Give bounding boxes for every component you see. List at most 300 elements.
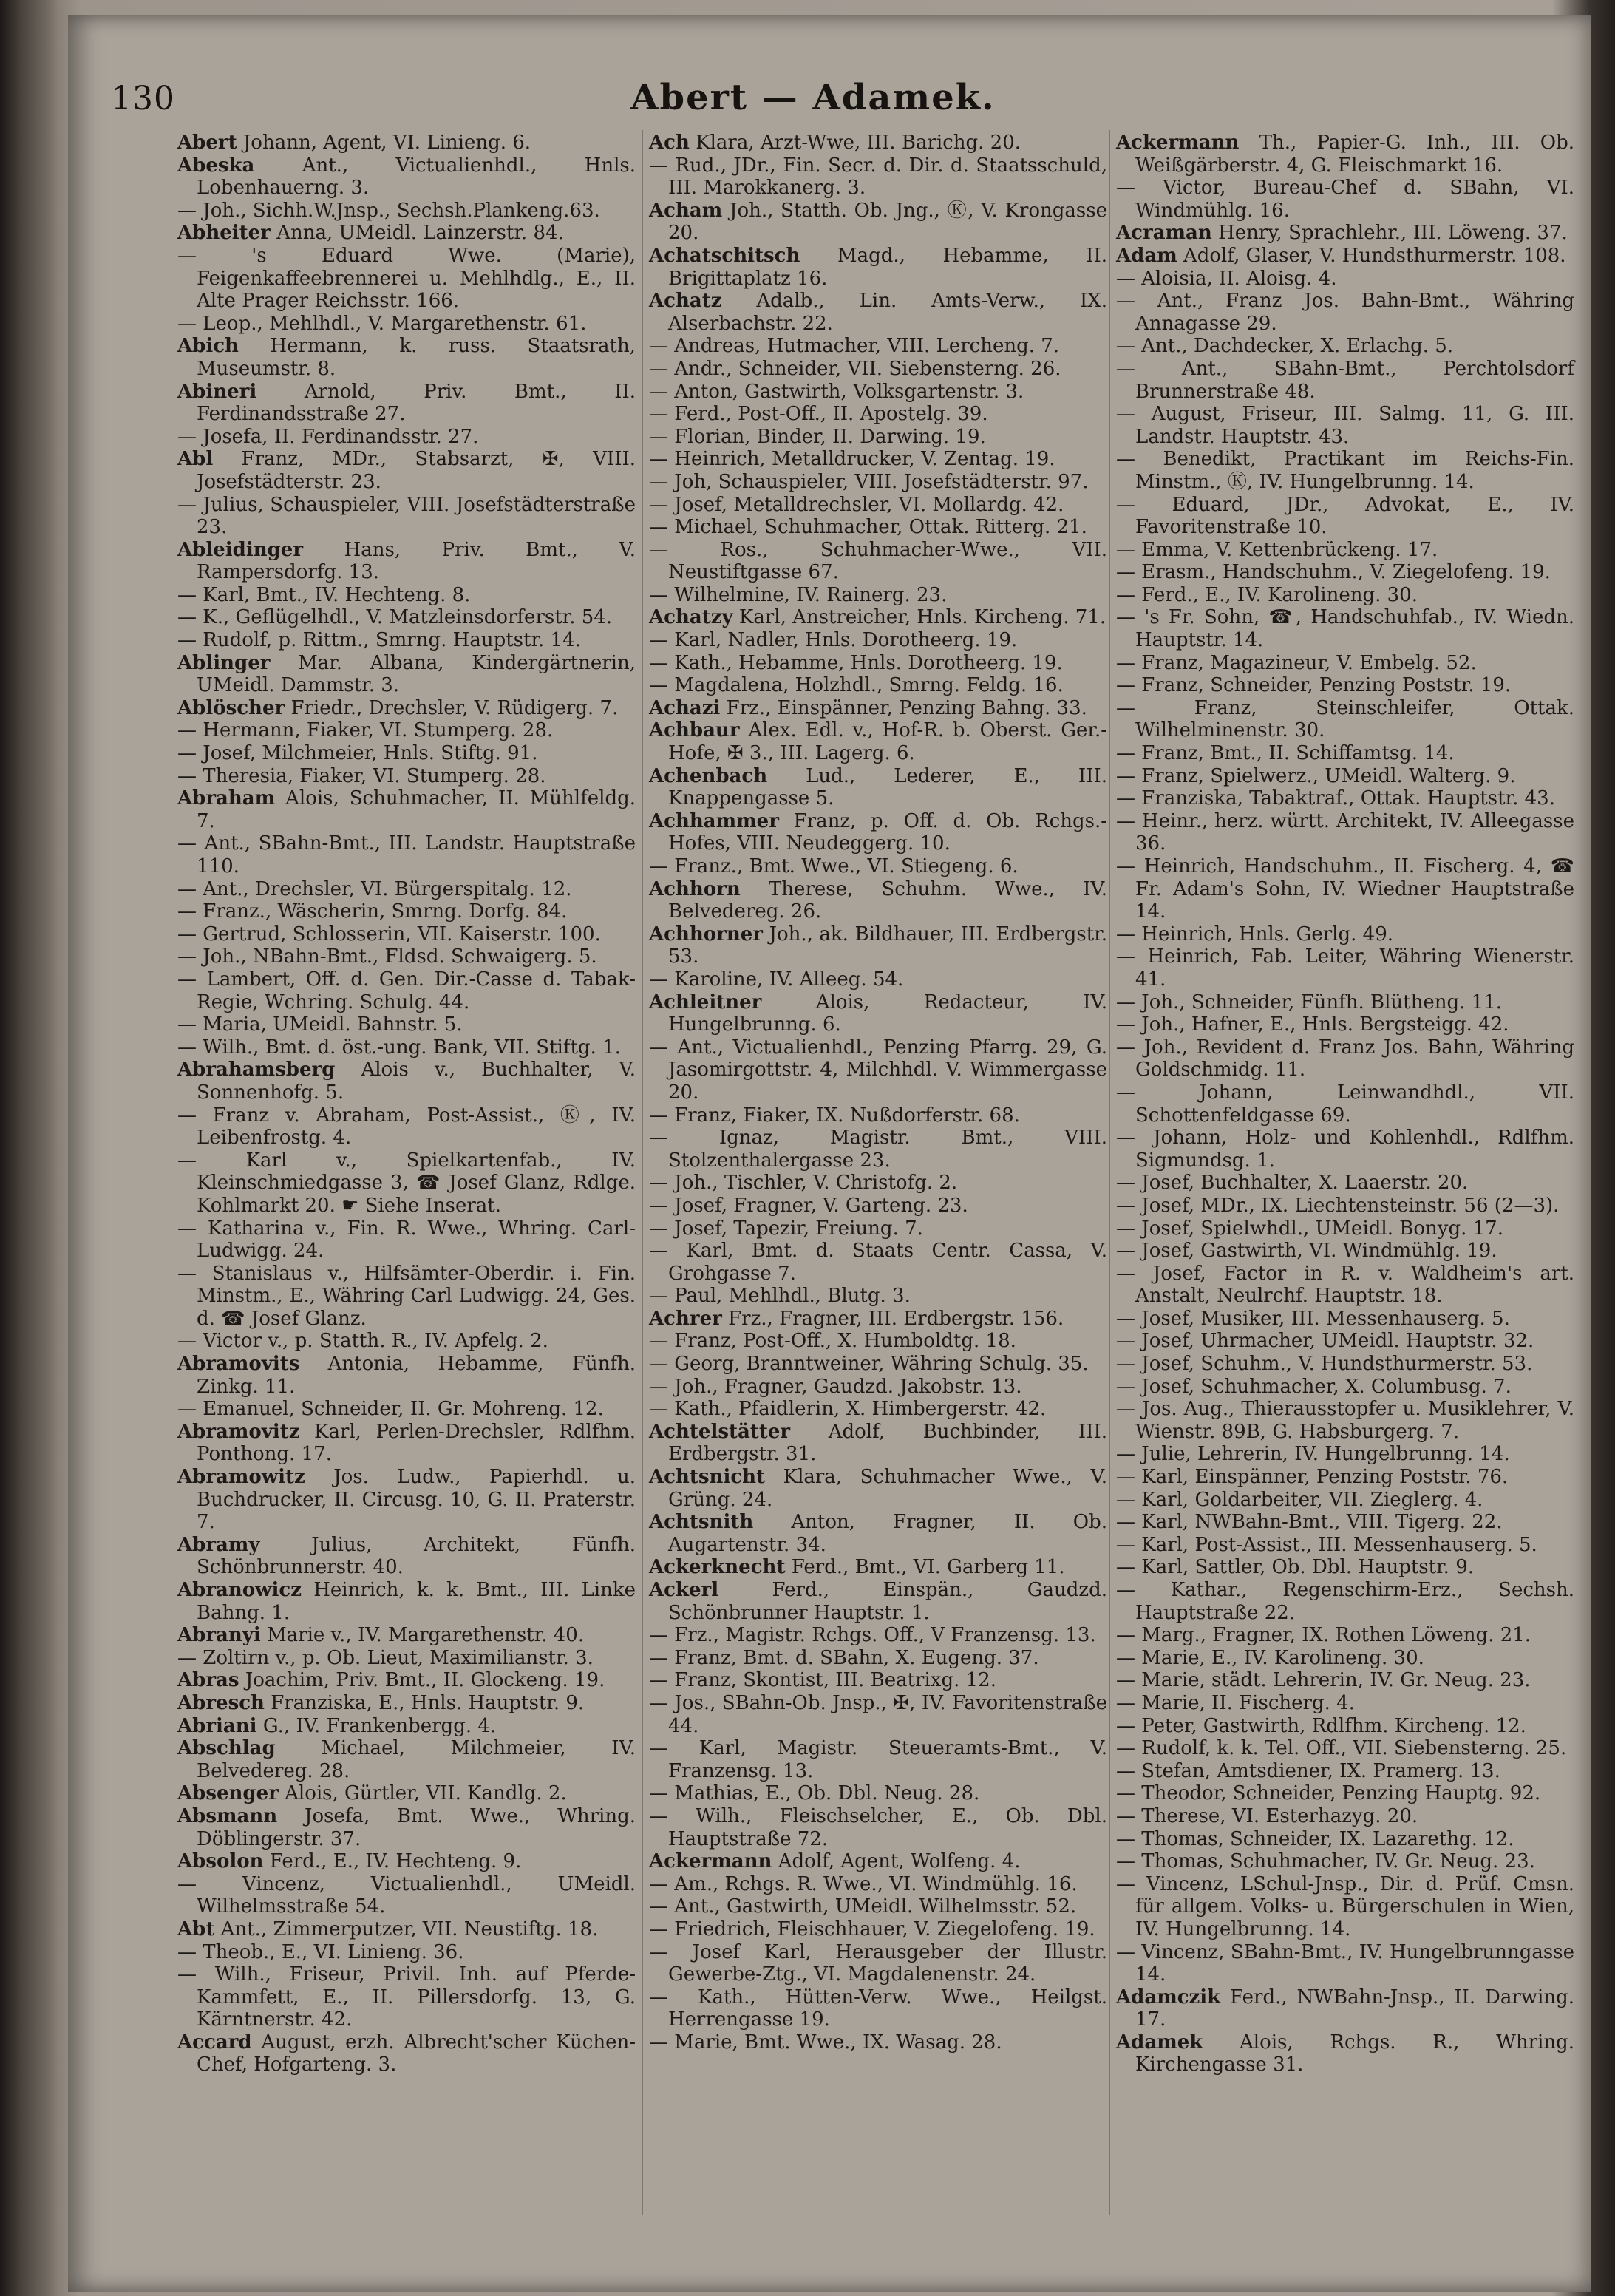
entry-detail: — Josefa, II. Ferdinandsstr. 27. [177,425,479,448]
entry-detail: Julius, Architekt, Fünfh. Schönbrunnerstr. 40. [197,1533,636,1579]
directory-entry [1116,1760,1574,1783]
entry-detail: — Eduard, JDr., Advokat, E., IV. Favoritenstraße 10. [1116,493,1574,539]
entry-detail: — Vincenz, SBahn-Bmt., IV. Hungelbrunngasse 14. [1116,1940,1574,1986]
entry-detail: — Theob., E., VI. Linieng. 36. [177,1940,464,1963]
entry-detail: Ant., Zimmerputzer, VII. Neustiftg. 18. [220,1918,599,1940]
directory-entry [1116,1013,1574,1036]
entry-detail: — Rudolf, p. Rittm., Smrng. Hauptstr. 14. [177,629,581,652]
entry-detail: — Ant., Franz Jos. Bahn-Bmt., Währing Annagasse 29. [1116,290,1574,335]
entry-surname: Abramowitz [177,1466,305,1489]
directory-entry [1116,991,1574,1014]
directory-entry [649,1104,1107,1127]
entry-detail: — Heinrich, Hnls. Gerlg. 49. [1116,923,1393,945]
entry-detail: — Josef, Uhrmacher, UMeidl. Hauptstr. 32. [1116,1330,1534,1353]
directory-entry [649,1285,1107,1308]
directory-entry [649,1127,1107,1172]
entry-detail: Hans, Priv. Bmt., V. Rampersdorfg. 13. [197,538,636,584]
directory-entry [1116,742,1574,765]
directory-entry [649,878,1107,923]
directory-entry [177,787,636,832]
entry-detail: — Wilhelmine, IV. Rainerg. 23. [649,583,948,606]
directory-entry [649,1895,1107,1918]
entry-detail: — Thomas, Schuhmacher, IV. Gr. Neug. 23. [1116,1850,1535,1873]
entry-detail: Th., Papier-G. Inh., III. Ob. Weißgärberstr. 4, G. Fleischmarkt 16. [1135,132,1574,177]
directory-entry [649,539,1107,584]
directory-entry [649,810,1107,855]
directory-entry [649,358,1107,381]
entry-surname: Achenbach [649,764,768,787]
entry-surname: Abschlag [177,1737,276,1760]
directory-entry [177,154,636,200]
directory-entry [177,1579,636,1624]
directory-entry [177,132,636,154]
entry-detail: Klara, Arzt-Wwe, III. Barichg. 20. [696,132,1021,154]
directory-entry [649,674,1107,697]
entry-detail: Klara, Schuhmacher Wwe., V. Grüng. 24. [668,1466,1107,1511]
entry-detail: Anton, Fragner, II. Ob. Augartenstr. 34. [668,1511,1107,1556]
entry-detail: — Karl, Bmt., IV. Hechteng. 8. [177,583,471,606]
entry-detail: — Heinrich, Handschuhm., II. Fischerg. 4, ☎ Fr. Adam's Sohn, IV. Wiedner Hauptstraße 14. [1116,855,1574,923]
entry-detail: Hermann, k. russ. Staatsrath, Museumstr. 8. [197,335,636,380]
entry-surname: Abheiter [177,222,271,245]
directory-entry [177,1941,636,1964]
directory-entry [649,1036,1107,1104]
directory-entry [649,1737,1107,1782]
directory-entry [177,584,636,607]
entry-detail: — Karl, Sattler, Ob. Dbl. Hauptstr. 9. [1116,1556,1475,1579]
entry-surname: Achrer [649,1307,722,1330]
directory-entry [1116,1217,1574,1240]
entry-detail: — Julie, Lehrerin, IV. Hungelbrunng. 14. [1116,1443,1510,1466]
directory-entry [649,1466,1107,1511]
entry-detail: Alois, Redacteur, IV. Hungelbrunng. 6. [668,991,1107,1036]
entry-surname: Ablinger [177,651,271,674]
entry-detail: — Theodor, Schneider, Penzing Hauptg. 92. [1116,1782,1541,1805]
entry-detail: — Jos., SBahn-Ob. Jnsp., ✠, IV. Favoritenstraße 44. [649,1691,1107,1737]
entry-detail: Johann, Agent, VI. Linieng. 6. [242,132,531,154]
entry-surname: Achhammer [649,809,779,832]
entry-detail: Frz., Einspänner, Penzing Bahng. 33. [726,696,1087,719]
entry-surname: Achtsnith [649,1511,754,1534]
entry-surname: Adamczik [1116,1986,1221,2008]
entry-detail: — Katharina v., Fin. R. Wwe., Whring. Carl-Ludwigg. 24. [177,1217,636,1263]
directory-entry [649,606,1107,629]
directory-entry [649,1579,1107,1624]
entry-surname: Abramovits [177,1353,300,1376]
entry-detail: Joh., Statth. Ob. Jng., Ⓚ, V. Krongasse 20. [668,199,1108,245]
entry-detail: Jos. Ludw., Papierhdl. u. Buchdrucker, II. Circusg. 10, G. II. Praterstr. 7. [197,1466,636,1534]
entry-surname: Ackermann [1116,132,1240,154]
entry-detail: — Franz, Bmt., II. Schiffamtsg. 14. [1116,742,1455,765]
entry-detail: Michael, Milchmeier, IV. Belvedereg. 28. [197,1737,636,1782]
directory-entry [177,539,636,584]
entry-detail: — Johann, Leinwandhdl., VII. Schottenfeldgasse 69. [1116,1081,1574,1127]
entry-detail: G., IV. Frankenbergg. 4. [262,1714,497,1737]
directory-entry [1116,494,1574,539]
directory-entry [177,900,636,923]
directory-entry [1116,1669,1574,1692]
entry-surname: Abriani [177,1714,257,1737]
directory-entry [1116,1850,1574,1873]
entry-detail: — Heinr., herz. württ. Architekt, IV. Alleegasse 36. [1116,809,1574,855]
directory-entry [1116,1308,1574,1331]
directory-entry [1116,945,1574,991]
entry-surname: Abranyi [177,1624,261,1647]
directory-entry [177,426,636,449]
directory-entry [649,448,1107,471]
directory-entry [649,290,1107,335]
directory-entry [1116,1941,1574,1986]
directory-entry [177,2031,636,2076]
page-number: 130 [111,80,175,118]
entry-detail: — Magdalena, Holzhdl., Smrng. Feldg. 16. [649,674,1064,697]
entry-detail: — Vincenz, LSchul-Jnsp., Dir. d. Prüf. Cmsn. für allgem. Volks- u. Bürgerschulen in Wien, IV. Hungelbrunng. 14. [1116,1872,1574,1940]
directory-entry [177,1421,636,1466]
directory-entry [649,991,1107,1036]
directory-entry [649,200,1107,245]
entry-detail: — Ferd., E., IV. Karolineng. 30. [1116,583,1418,606]
directory-entry [177,1715,636,1738]
entry-detail: — Erasm., Handschuhm., V. Ziegelofeng. 19. [1116,561,1551,584]
directory-entry [649,335,1107,358]
directory-column-1 [177,132,636,2076]
entry-surname: Acham [649,199,723,222]
directory-entry [177,222,636,245]
directory-entry [649,1353,1107,1376]
entry-detail: — Florian, Binder, II. Darwing. 19. [649,425,986,448]
directory-entry [1116,1534,1574,1557]
entry-surname: Abranowicz [177,1579,302,1601]
directory-entry [177,1217,636,1263]
entry-detail: Franz, p. Off. d. Ob. Rchgs.-Hofes, VIII. Neudeggerg. 10. [668,809,1107,855]
entry-detail: — Karl, Goldarbeiter, VII. Zieglerg. 4. [1116,1488,1483,1511]
directory-entry [1116,1443,1574,1466]
directory-entry [177,878,636,901]
directory-column-2 [649,132,1107,2054]
entry-detail: — Ros., Schuhmacher-Wwe., VII. Neustiftgasse 67. [649,538,1107,584]
directory-entry [1116,923,1574,946]
directory-entry [177,1353,636,1398]
entry-detail: — Karl, NWBahn-Bmt., VIII. Tigerg. 22. [1116,1511,1503,1534]
directory-entry [649,1624,1107,1647]
entry-detail: — Michael, Schuhmacher, Ottak. Ritterg. 21. [649,516,1087,539]
entry-surname: Achazi [649,696,721,719]
directory-entry [177,1850,636,1873]
entry-surname: Abich [177,335,239,358]
entry-detail: — Marg., Fragner, IX. Rothen Löweng. 21. [1116,1624,1531,1647]
entry-detail: — Karl, Bmt. d. Staats Centr. Cassa, V. Grohgasse 7. [649,1240,1107,1285]
entry-detail: — Ant., SBahn-Bmt., Perchtolsdorf Brunnerstraße 48. [1116,357,1574,403]
directory-entry [1116,1398,1574,1443]
entry-surname: Ableidinger [177,538,304,561]
directory-entry [1116,1036,1574,1081]
entry-surname: Absolon [177,1850,264,1873]
directory-entry [1116,1511,1574,1534]
directory-entry [1116,1353,1574,1376]
entry-detail: Ant., Victualienhdl., Hnls. Lobenhauerng. 3. [197,154,636,200]
entry-detail: — Ant., Drechsler, VI. Bürgerspitalg. 12. [177,877,572,900]
directory-entry [177,245,636,313]
entry-detail: — Rud., JDr., Fin. Secr. d. Dir. d. Staatsschuld, III. Marokkanerg. 3. [649,154,1107,200]
directory-entry [1116,1828,1574,1851]
directory-entry [1116,177,1574,222]
entry-detail: — Karoline, IV. Alleeg. 54. [649,968,904,991]
directory-entry [649,652,1107,675]
directory-entry [1116,697,1574,742]
entry-surname: Ach [649,132,690,154]
entry-detail: — Ant., Gastwirth, UMeidl. Wilhelmsstr. 52. [649,1895,1077,1918]
entry-detail: — Frz., Magistr. Rchgs. Off., V Franzensg. 13. [649,1624,1096,1647]
directory-entry [1116,1873,1574,1941]
directory-entry [649,1986,1107,2031]
entry-detail: — Peter, Gastwirth, Rdlfhm. Kircheng. 12. [1116,1714,1526,1737]
entry-detail: Heinrich, k. k. Bmt., III. Linke Bahng. 1. [197,1579,636,1624]
directory-entry [177,1036,636,1059]
entry-detail: — Joh., Fragner, Gaudzd. Jakobstr. 13. [649,1375,1022,1398]
entry-surname: Achhorn [649,877,741,900]
entry-detail: Henry, Sprachlehr., III. Löweng. 37. [1218,222,1568,245]
directory-entry [649,923,1107,968]
entry-detail: Alois, Gürtler, VII. Kandlg. 2. [285,1782,567,1805]
entry-detail: — Franz, Post-Off., X. Humboldtg. 18. [649,1330,1016,1353]
entry-detail: — Anton, Gastwirth, Volksgartenstr. 3. [649,380,1024,403]
entry-detail: — Franziska, Tabaktraf., Ottak. Hauptstr. 43. [1116,787,1555,810]
directory-entry [177,629,636,652]
directory-entry [649,403,1107,426]
directory-entry [1116,358,1574,403]
directory-entry [649,1692,1107,1737]
directory-entry [1116,1376,1574,1399]
directory-entry [177,1918,636,1941]
entry-detail: — Joh., Sichh.W.Jnsp., Sechsh.Plankeng.63. [177,199,600,222]
entry-surname: Achtsnicht [649,1466,766,1489]
entry-detail: Franziska, E., Hnls. Hauptstr. 9. [271,1691,585,1714]
entry-surname: Achleitner [649,991,762,1013]
entry-detail: — Johann, Holz- und Kohlenhdl., Rdlfhm. Sigmundsg. 1. [1116,1127,1574,1172]
entry-detail: — Zoltirn v., p. Ob. Lieut, Maximilianstr. 3. [177,1646,594,1669]
directory-entry [649,1398,1107,1421]
entry-detail: — Kath., Hebamme, Hnls. Dorotheerg. 19. [649,651,1063,674]
directory-entry [177,1466,636,1534]
directory-entry [1116,1986,1574,2031]
entry-surname: Acraman [1116,222,1212,245]
directory-entry [649,629,1107,652]
directory-entry [1116,1489,1574,1512]
entry-detail: Alex. Edl. v., Hof-R. b. Oberst. Ger.-Hofe, ✠ 3., III. Lagerg. 6. [668,719,1108,765]
directory-entry [1116,1579,1574,1624]
directory-entry [1116,1466,1574,1489]
entry-detail: Adolf, Glaser, V. Hundsthurmerstr. 108. [1183,244,1566,267]
entry-detail: — Karl, Magistr. Steueramts-Bmt., V. Franzensg. 13. [649,1737,1107,1782]
directory-entry [177,1263,636,1331]
entry-detail: — Franz v. Abraham, Post-Assist., Ⓚ, IV. Leibenfrostg. 4. [177,1104,636,1149]
directory-entry [649,132,1107,154]
entry-detail: — Josef, Buchhalter, X. Laaerstr. 20. [1116,1172,1469,1195]
entry-detail: — Joh, Schauspieler, VIII. Josefstädterstr. 97. [649,470,1089,493]
entry-detail: — Maria, UMeidl. Bahnstr. 5. [177,1013,463,1036]
entry-detail: — Franz, Steinschleifer, Ottak. Wilhelminenstr. 30. [1116,696,1574,742]
directory-entry [649,426,1107,449]
entry-detail: — August, Friseur, III. Salmg. 11, G. III. Landstr. Hauptstr. 43. [1116,403,1574,448]
directory-entry [649,719,1107,764]
directory-entry [1116,1715,1574,1738]
entry-detail: Karl, Anstreicher, Hnls. Kircheng. 71. [738,606,1106,629]
directory-entry [177,381,636,426]
page-header [111,74,1515,133]
entry-detail: — Josef, Tapezir, Freiung. 7. [649,1217,923,1240]
directory-entry [1116,2031,1574,2076]
entry-detail: Alois, Rchgs. R., Whring. Kirchengasse 31. [1135,2031,1574,2076]
entry-detail: — Stanislaus v., Hilfsämter-Oberdir. i. Fin. Minstm., E., Währing Carl Ludwigg. 24, Ges. d. ☎ Josef Glanz. [177,1262,636,1330]
entry-detail: — Franz, Skontist, III. Beatrixg. 12. [649,1669,996,1692]
directory-entry [177,945,636,968]
directory-entry [649,1556,1107,1579]
directory-entry [1116,245,1574,268]
entry-detail: — Joh., Tischler, V. Christofg. 2. [649,1172,958,1195]
directory-entry [649,381,1107,404]
entry-detail: Mar. Albana, Kindergärtnerin, UMeidl. Dammstr. 3. [197,651,636,697]
entry-surname: Achatz [649,290,722,313]
entry-detail: — Vincenz, Victualienhdl., UMeidl. Wilhelmsstraße 54. [177,1872,636,1918]
entry-detail: — Marie, II. Fischerg. 4. [1116,1691,1355,1714]
directory-entry [1116,1330,1574,1353]
entry-detail: — Wilh., Bmt. d. öst.-ung. Bank, VII. Stiftg. 1. [177,1036,621,1059]
entry-detail: — Josef, Factor in R. v. Waldheim's art. Anstalt, Neulrchf. Hauptstr. 18. [1116,1262,1574,1308]
entry-detail: — Franz., Wäscherin, Smrng. Dorfg. 84. [177,900,568,923]
directory-entry [1116,561,1574,584]
entry-detail: Magd., Hebamme, II. Brigittaplatz 16. [668,244,1107,290]
directory-entry [177,719,636,742]
entry-detail: — 's Eduard Wwe. (Marie), Feigenkaffeebrennerei u. Mehlhdlg., E., II. Alte Prager Reichsstr. 166. [177,244,636,313]
entry-detail: — Franz, Spielwerz., UMeidl. Walterg. 9. [1116,764,1516,787]
directory-entry [1116,674,1574,697]
directory-entry [1116,1805,1574,1828]
directory-entry [1116,1081,1574,1127]
entry-detail: — Franz., Bmt. Wwe., VI. Stiegeng. 6. [649,855,1019,877]
entry-surname: Ablöscher [177,696,285,719]
directory-entry [1116,290,1574,335]
directory-entry [1116,1737,1574,1760]
entry-surname: Abineri [177,380,257,403]
entry-detail: — K., Geflügelhdl., V. Matzleinsdorferstr. 54. [177,606,613,629]
directory-entry [1116,1692,1574,1715]
entry-detail: — Wilh., Fleischselcher, E., Ob. Dbl. Hauptstraße 72. [649,1804,1107,1850]
entry-detail: — Josef Karl, Herausgeber der Illustr. Gewerbe-Ztg., VI. Magdalenenstr. 24. [649,1940,1107,1986]
entry-detail: — Stefan, Amtsdiener, IX. Pramerg. 13. [1116,1759,1500,1782]
entry-detail: — Kath., Hütten-Verw. Wwe., Heilgst. Herrengasse 19. [649,1986,1107,2031]
entry-detail: — Franz, Schneider, Penzing Poststr. 19. [1116,674,1512,697]
directory-entry [177,1873,636,1918]
entry-detail: — Franz, Magazineur, V. Embelg. 52. [1116,651,1477,674]
entry-detail: Friedr., Drechsler, V. Rüdigerg. 7. [290,696,619,719]
entry-detail: — Joh., Revident d. Franz Jos. Bahn, Währing Goldschmidg. 11. [1116,1036,1574,1081]
directory-entry [649,1240,1107,1285]
entry-surname: Abt [177,1918,215,1940]
directory-entry [649,245,1107,290]
entry-surname: Abraham [177,787,276,810]
entry-detail: — Gertrud, Schlosserin, VII. Kaiserstr. 100. [177,923,601,945]
entry-detail: Ferd., Bmt., VI. Garberg 11. [791,1556,1065,1579]
entry-detail: — Karl, Nadler, Hnls. Dorotheerg. 19. [649,629,1018,652]
entry-detail: — Karl, Einspänner, Penzing Poststr. 76. [1116,1466,1509,1489]
directory-entry [177,1782,636,1805]
directory-entry [649,1941,1107,1986]
entry-detail: Therese, Schuhm. Wwe., IV. Belvedereg. 26. [668,877,1108,923]
entry-detail: — Friedrich, Fleischhauer, V. Ziegelofeng. 19. [649,1918,1095,1940]
directory-entry [649,1647,1107,1670]
entry-surname: Achatzy [649,606,733,629]
column-divider [1109,130,1110,2215]
entry-detail: Frz., Fragner, III. Erdbergstr. 156. [728,1307,1064,1330]
entry-detail: Alois v., Buchhalter, V. Sonnenhofg. 5. [197,1059,636,1104]
entry-detail: — Joh., Schneider, Fünfh. Blütheng. 11. [1116,991,1503,1013]
entry-detail: — Karl, Post-Assist., III. Messenhauserg. 5. [1116,1533,1537,1556]
entry-detail: — Josef, Schuhmacher, X. Columbusg. 7. [1116,1375,1512,1398]
directory-entry [649,494,1107,517]
entry-detail: — Josef, Spielwhdl., UMeidl. Bonyg. 17. [1116,1217,1503,1240]
directory-entry [177,1737,636,1782]
entry-detail: — Marie, städt. Lehrerin, IV. Gr. Neug. 23. [1116,1669,1531,1692]
directory-entry [177,923,636,946]
directory-entry [177,448,636,493]
directory-entry [1116,1240,1574,1263]
entry-detail: — Thomas, Schneider, IX. Lazarethg. 12. [1116,1827,1514,1850]
entry-detail: — Julius, Schauspieler, VIII. Josefstädterstraße 23. [177,493,636,539]
entry-detail: Karl, Perlen-Drechsler, Rdlfhm. Ponthong. 17. [197,1420,636,1466]
directory-entry [177,968,636,1013]
entry-detail: — Am., Rchgs. R. Wwe., VI. Windmühlg. 16. [649,1872,1078,1895]
directory-entry [649,1873,1107,1896]
entry-surname: Abramovitz [177,1420,300,1443]
entry-surname: Abrahamsberg [177,1059,336,1081]
entry-surname: Adamek [1116,2031,1203,2054]
directory-entry [177,1534,636,1579]
directory-entry [177,1624,636,1647]
directory-entry [177,832,636,877]
column-divider [642,130,643,2215]
directory-entry [649,471,1107,494]
entry-surname: Ackerknecht [649,1556,786,1579]
directory-entry [177,335,636,380]
entry-detail: — Kathar., Regenschirm-Erz., Sechsh. Hauptstraße 22. [1116,1579,1574,1624]
directory-entry [649,1782,1107,1805]
directory-entry [177,494,636,539]
entry-detail: Lud., Lederer, E., III. Knappengasse 5. [668,764,1108,810]
entry-detail: — Karl v., Spielkartenfab., IV. Kleinschmiedgasse 3, ☎ Josef Glanz, Rdlge. Kohlmarkt 20. ☛ Siehe Inserat. [177,1149,636,1217]
directory-entry [1116,1195,1574,1217]
directory-entry [649,1918,1107,1941]
entry-detail: — Josef, Fragner, V. Garteng. 23. [649,1194,968,1217]
directory-entry [649,1669,1107,1692]
directory-entry [1116,448,1574,493]
directory-entry [177,1963,636,2031]
entry-detail: — Joh., Hafner, E., Hnls. Bergsteigg. 42. [1116,1013,1509,1036]
entry-surname: Abramy [177,1533,260,1556]
entry-detail: — Josef, Schuhm., V. Hundsthurmerstr. 53. [1116,1353,1533,1376]
entry-surname: Abert [177,132,237,154]
entry-detail: — Lambert, Off. d. Gen. Dir.-Casse d. Tabak-Regie, Wchring. Schulg. 44. [177,968,636,1013]
entry-detail: — Georg, Branntweiner, Währing Schulg. 35. [649,1353,1089,1376]
directory-entry [1116,584,1574,607]
entry-surname: Absenger [177,1782,279,1805]
entry-surname: Ackermann [649,1850,772,1873]
entry-detail: — Wilh., Friseur, Privil. Inh. auf Pferde-Kammfett, E., II. Pillersdorfg. 13, G. Kärntnerstr. 42. [177,1963,636,2031]
directory-entry [649,765,1107,810]
directory-entry [177,1330,636,1353]
directory-entry [649,154,1107,200]
entry-detail: Joh., ak. Bildhauer, III. Erdbergstr. 53. [668,923,1108,968]
entry-detail: — Andr., Schneider, VII. Siebensterng. 26. [649,357,1061,380]
